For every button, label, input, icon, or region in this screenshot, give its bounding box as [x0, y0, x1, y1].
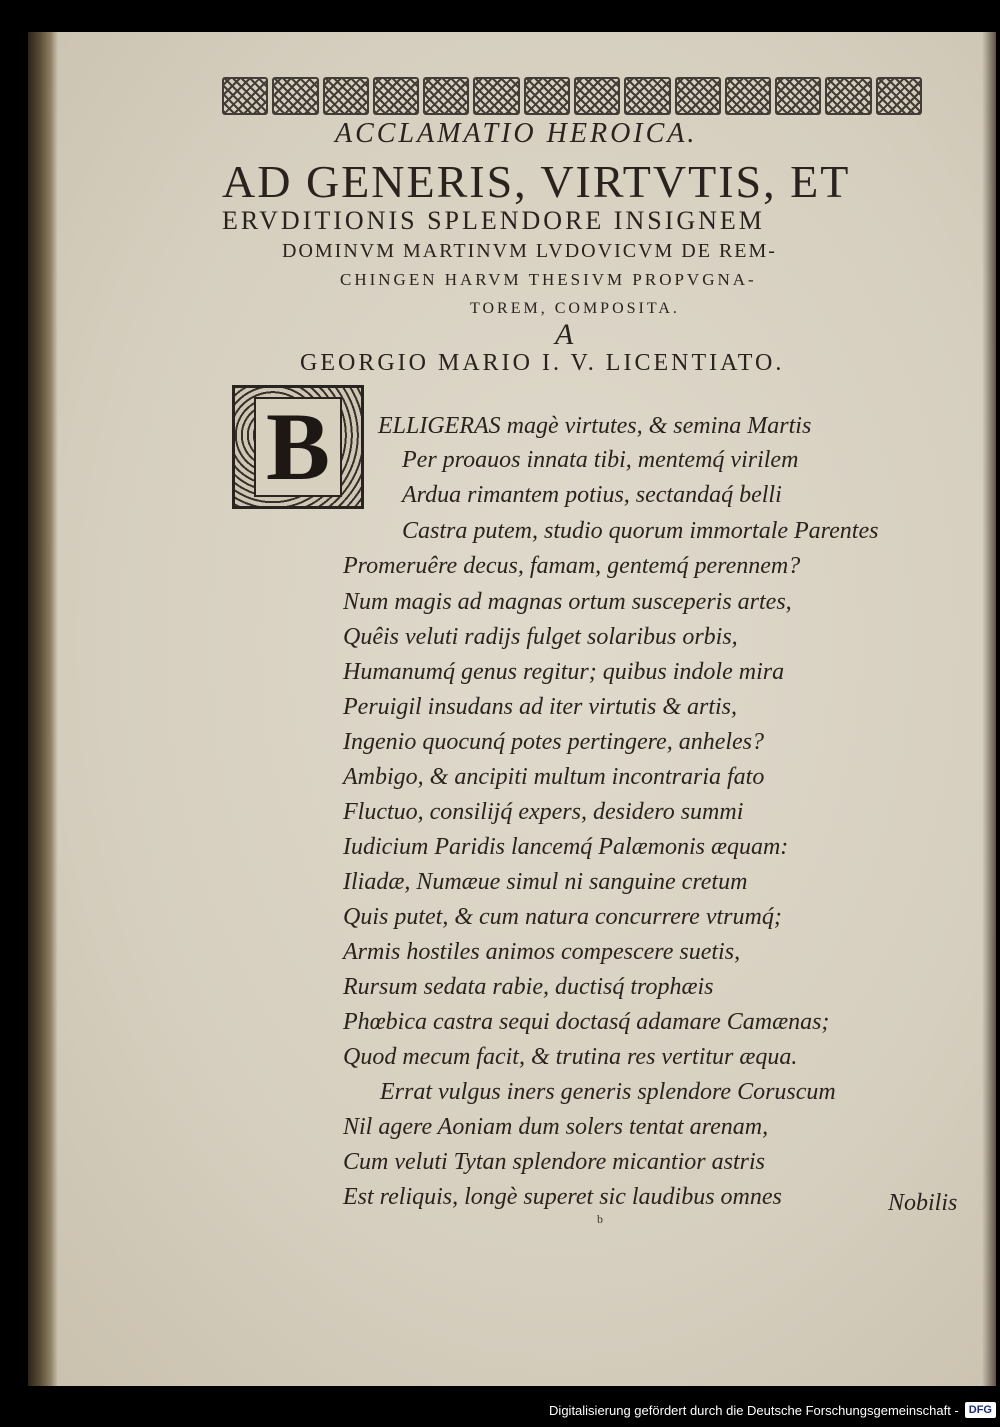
ornament-block: [725, 77, 771, 115]
verse-line: ELLIGERAS magè virtutes, & semina Martis: [378, 413, 812, 439]
ornament-block: [775, 77, 821, 115]
catchword: Nobilis: [888, 1190, 958, 1216]
title-line-3: ERVDITIONIS SPLENDORE INSIGNEM: [222, 206, 765, 235]
signature-mark: b: [597, 1212, 603, 1226]
verse-line: Iudicium Paridis lancemq́ Palæmonis æquam:: [343, 834, 789, 860]
decorated-initial: [232, 385, 364, 509]
verse-line: Nil agere Aoniam dum solers tentat arenam,: [343, 1114, 769, 1140]
verse-line: Rursum sedata rabie, ductisq́ trophæis: [343, 974, 714, 1000]
title-line-6: TOREM, COMPOSITA.: [470, 300, 680, 317]
title-line-5: CHINGEN HARVM THESIVM PROPVGNA-: [340, 270, 757, 289]
verse-line: Armis hostiles animos compescere suetis,: [343, 939, 741, 965]
verse-line: Iliadæ, Numæue simul ni sanguine cretum: [343, 869, 748, 895]
footer-credit: [549, 1397, 1000, 1423]
ornament-block: [272, 77, 318, 115]
verse-line: Cum veluti Tytan splendore micantior astris: [343, 1149, 765, 1175]
verse-line: Castra putem, studio quorum immortale Parentes: [402, 518, 879, 544]
verse-line: Per proauos innata tibi, mentemq́ virilem: [402, 447, 799, 473]
title-line-4: DOMINVM MARTINVM LVDOVICVM DE REM-: [282, 240, 777, 262]
title-line-a: A: [555, 318, 574, 351]
ornament-block: [675, 77, 721, 115]
verse-line: Num magis ad magnas ortum susceperis artes,: [343, 589, 792, 615]
title-line-2: AD GENERIS, VIRTVTIS, ET: [222, 156, 851, 207]
binding-gutter: [28, 32, 58, 1386]
page-edge-shadow: [982, 32, 996, 1386]
verse-line: Fluctuo, consilijq́ expers, desidero summi: [343, 799, 744, 825]
verse-line: Quêis veluti radijs fulget solaribus orbis,: [343, 624, 738, 650]
ornament-block: [373, 77, 419, 115]
ornament-block: [524, 77, 570, 115]
verse-line: Humanumq́ genus regitur; quibus indole mira: [343, 659, 785, 685]
author-line: GEORGIO MARIO I. V. LICENTIATO.: [300, 350, 785, 376]
verse-line: Peruigil insudans ad iter virtutis & artis,: [343, 694, 738, 720]
verse-line: Promeruêre decus, famam, gentemq́ perennem?: [343, 553, 801, 579]
verse-line: Ardua rimantem potius, sectandaq́ belli: [402, 482, 782, 508]
ornament-block: [473, 77, 519, 115]
ornament-block: [825, 77, 871, 115]
verse-line: Errat vulgus iners generis splendore Coruscum: [380, 1079, 836, 1105]
ornament-block: [423, 77, 469, 115]
verse-line: Ingenio quocunq́ potes pertingere, anheles?: [343, 729, 765, 755]
title-line-1: ACCLAMATIO HEROICA.: [335, 118, 698, 149]
ornament-block: [222, 77, 268, 115]
verse-line: Quod mecum facit, & trutina res vertitur æqua.: [343, 1044, 798, 1070]
ornament-block: [323, 77, 369, 115]
header-ornament-band: [222, 76, 922, 116]
verse-line: Est reliquis, longè superet sic laudibus omnes: [343, 1184, 782, 1210]
ornament-block: [624, 77, 670, 115]
initial-letter: B: [254, 397, 342, 497]
dfg-logo: DFG: [965, 1402, 996, 1418]
ornament-block: [574, 77, 620, 115]
ornament-block: [876, 77, 922, 115]
verse-line: Ambigo, & ancipiti multum incontraria fato: [343, 764, 765, 790]
footer-text: Digitalisierung gefördert durch die Deutsche Forschungsgemeinschaft -: [549, 1402, 959, 1418]
verse-line: Quis putet, & cum natura concurrere vtrumq́;: [343, 904, 782, 930]
verse-line: Phœbica castra sequi doctasq́ adamare Camænas;: [343, 1009, 830, 1035]
